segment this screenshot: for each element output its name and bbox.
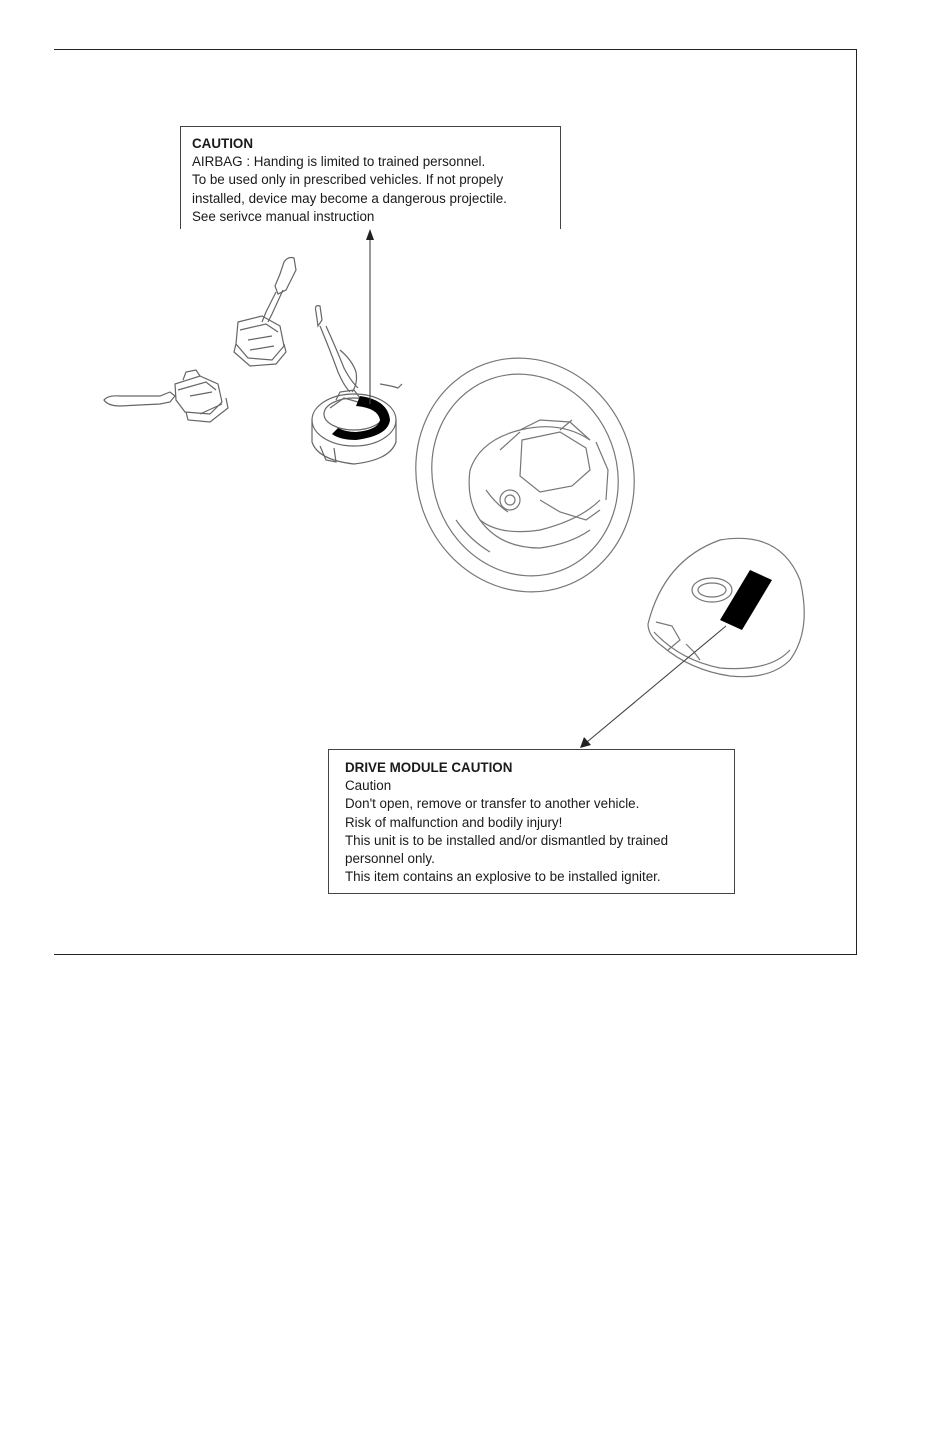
steering-wheel: [383, 327, 667, 623]
drive-module-caution-line: Don't open, remove or transfer to another vehicle.: [345, 796, 640, 812]
drive-module-caution-line: Risk of malfunction and bodily injury!: [345, 814, 563, 830]
caution-label-line: See serivce manual instruction: [192, 208, 375, 224]
drive-module-caution-line: Caution: [345, 778, 392, 794]
caution-label-line: AIRBAG : Handing is limited to trained personnel.: [192, 154, 486, 170]
caution-label-line: To be used only in prescribed vehicles. If not propely: [192, 172, 504, 188]
airbag-caution-marker: [720, 570, 772, 630]
caution-label-box: [180, 126, 561, 229]
airbag-module: [648, 538, 804, 676]
drive-module-caution-line: This unit is to be installed and/or dismantled by trained: [345, 832, 669, 848]
clock-spring-caution-marker: [332, 396, 390, 440]
clock-spring: [312, 306, 402, 464]
caution-label-title: CAUTION: [192, 136, 253, 151]
drive-module-caution-line: personnel only.: [345, 851, 435, 867]
drive-module-caution-line: This item contains an explosive to be installed igniter.: [345, 869, 661, 885]
multifunction-switch-left: [104, 370, 228, 422]
drive-module-caution-box: [328, 749, 735, 894]
drive-module-caution-title: DRIVE MODULE CAUTION: [345, 760, 513, 775]
leader-line-caution: [366, 229, 374, 404]
multifunction-switch-upper: [234, 258, 296, 367]
caution-label-line: installed, device may become a dangerous projectile.: [192, 190, 507, 206]
leader-line-drive-module: [580, 626, 726, 748]
